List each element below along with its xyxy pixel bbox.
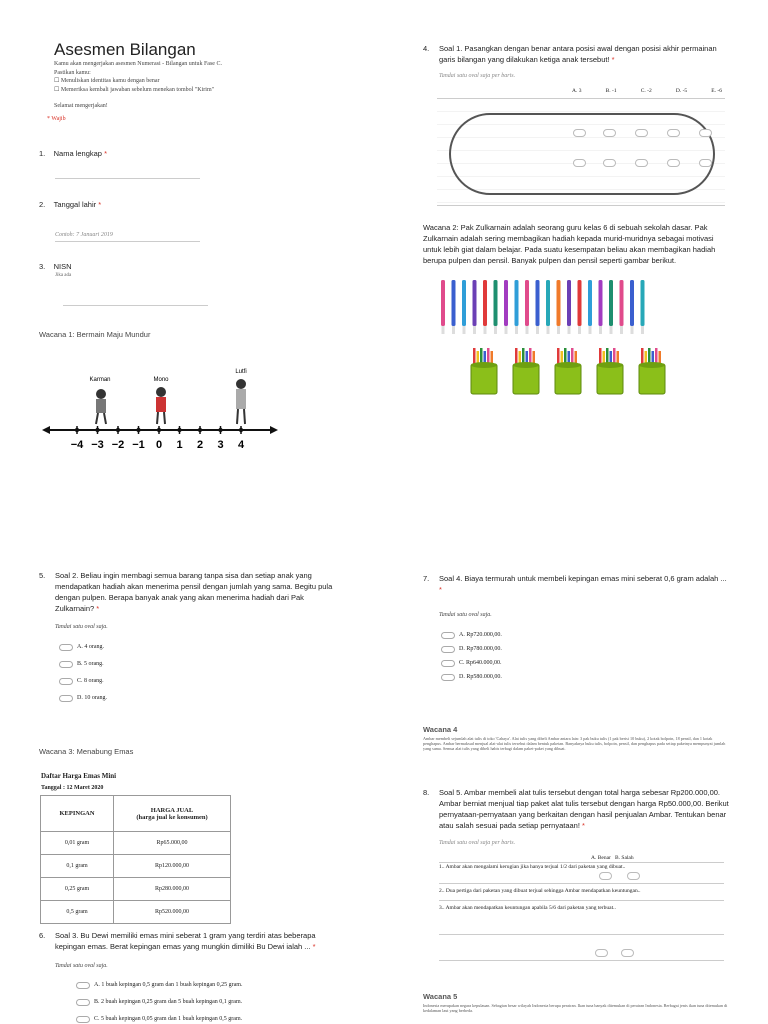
radio-icon[interactable] <box>595 949 608 957</box>
grid-radio-icon[interactable] <box>699 159 712 167</box>
pen-icon <box>473 280 477 326</box>
wacana-5-title: Wacana 5 <box>423 992 458 1001</box>
question-soal-4: 7. Soal 4. Biaya termurah untuk membeli kepingan emas mini seberat 0,6 gram adalah ... * <box>423 574 727 594</box>
soal-3-hint: Tandai satu oval saja. <box>55 963 108 969</box>
pen-icon <box>609 280 613 326</box>
pen-tip <box>589 326 592 334</box>
pens-pencils-figure <box>437 278 727 398</box>
wacana-3-title: Wacana 3: Menabung Emas <box>39 747 134 756</box>
pen-tip <box>515 326 518 334</box>
radio-icon[interactable] <box>441 660 455 667</box>
pen-icon <box>620 280 624 326</box>
question-soal-3: 6. Soal 3. Bu Dewi memiliki emas mini seberat 1 gram yang terdiri atas beberapa kepingan emas. Berat kepingan emas yang mungkin dimiliki Bu Dewi ialah ... * <box>39 931 316 951</box>
tick-dot <box>239 428 243 432</box>
tick-label: 2 <box>196 439 204 451</box>
option-c[interactable]: C. 5 buah kepingan 0,05 gram dan 1 buah kepingan 0,5 gram. <box>76 1014 242 1024</box>
table-row: 0,01 gram Rp65.000,00 <box>41 832 231 855</box>
pen-icon <box>557 280 561 326</box>
option-d[interactable]: D. 10 orang. <box>59 693 107 703</box>
option-a[interactable]: A. 1 buah kepingan 0,5 gram dan 1 buah kepingan 0,25 gram. <box>76 980 242 990</box>
pen-tip <box>557 326 560 334</box>
grid-radio-icon[interactable] <box>667 159 680 167</box>
gold-price-table <box>40 795 231 924</box>
pen-tip <box>610 326 613 334</box>
cup-rim <box>471 362 497 368</box>
pen-tip <box>536 326 539 334</box>
tick-dot <box>157 428 161 432</box>
question-nisn: 3. NISN <box>39 262 72 271</box>
pen-icon <box>536 280 540 326</box>
grid-radio-icon[interactable] <box>573 159 586 167</box>
radio-icon[interactable] <box>59 678 73 685</box>
radio-icon[interactable] <box>627 872 640 880</box>
required-note: * Wajib <box>47 116 66 122</box>
pen-tip <box>494 326 497 334</box>
radio-icon[interactable] <box>76 999 90 1006</box>
tick-label: 4 <box>237 439 245 451</box>
radio-icon[interactable] <box>59 661 73 668</box>
pen-icon <box>504 280 508 326</box>
child-karman-icon <box>96 389 106 424</box>
soal-5-column-headers: A. Benar B. Salah <box>591 855 634 861</box>
child-mono-icon <box>156 387 166 424</box>
radio-icon[interactable] <box>441 674 455 681</box>
option-d[interactable]: D. Rp580.000,00. <box>441 672 502 682</box>
number-line-figure <box>40 368 280 458</box>
radio-icon[interactable] <box>599 872 612 880</box>
statement-row: 1.. Ambar akan mengalami kerugian jika hanya terjual 1/2 dari paketan yang dibuat.. <box>439 862 724 883</box>
tanggal-lahir-input[interactable]: Contoh: 7 Januari 2019 <box>55 232 113 238</box>
pen-icon <box>599 280 603 326</box>
grid-radio-icon[interactable] <box>699 129 712 137</box>
tick-label: 1 <box>176 439 183 451</box>
tick-label: 3 <box>217 439 224 451</box>
pen-icon <box>630 280 634 326</box>
child-lutfi-icon <box>236 379 246 424</box>
question-nama: 1. Nama lengkap * <box>39 149 107 158</box>
soal-4-hint: Tandai satu oval saja. <box>439 612 492 618</box>
nisn-subtext: Jika ada <box>55 273 72 278</box>
tick-label: −3 <box>91 439 104 451</box>
tick-dot <box>177 428 181 432</box>
gold-table-date: Tanggal : 12 Maret 2020 <box>41 785 104 791</box>
col-kepingan: KEPINGAN <box>41 796 114 832</box>
pen-tip <box>473 326 476 334</box>
tick-dot <box>198 428 202 432</box>
question-soal-1: 4. Soal 1. Pasangkan dengan benar antara posisi awal dengan posisi akhir permainan garis bilangan yang dilakukan ketiga anak tersebut! * <box>423 44 717 64</box>
option-a[interactable]: A. 4 orang. <box>59 642 107 652</box>
pen-tip <box>484 326 487 334</box>
grid-radio-icon[interactable] <box>635 159 648 167</box>
form-title: Asesmen Bilangan <box>54 40 196 59</box>
pen-tip <box>599 326 602 334</box>
question-tanggal-lahir: 2. Tanggal lahir * <box>39 200 102 209</box>
tick-dot <box>218 428 222 432</box>
option-c[interactable]: C. Rp640.000,00. <box>441 658 502 668</box>
label-lutfi: Lutfi <box>235 369 247 375</box>
pen-tip <box>578 326 581 334</box>
label-karman: Karman <box>89 377 111 383</box>
pen-tip <box>547 326 550 334</box>
wacana-5-text: Indonesia merupakan negara kepulauan. Sebagian besar wilayah Indonesia berupa perairan. Ikan tuna banyak ditemukan di perairan Indonesia. Berbagai jenis ikan tuna ditemukan di kedalaman laut yang berbeda. <box>423 1003 728 1014</box>
option-b[interactable]: B. 2 buah kepingan 0,25 gram dan 5 buah kepingan 0,1 gram. <box>76 997 242 1007</box>
nisn-input[interactable] <box>63 305 208 306</box>
pen-icon <box>515 280 519 326</box>
pen-tip <box>620 326 623 334</box>
col-harga: HARGA JUAL (harga jual ke konsumen) <box>114 796 231 832</box>
tick-dot <box>136 428 140 432</box>
grid-radio-icon[interactable] <box>603 159 616 167</box>
tick-dot <box>75 428 79 432</box>
radio-icon[interactable] <box>76 1016 90 1023</box>
pen-icon <box>578 280 582 326</box>
tick-label: −2 <box>111 439 125 451</box>
pen-icon <box>462 280 466 326</box>
tick-label: −1 <box>132 439 145 451</box>
soal-5-statements <box>439 862 724 961</box>
table-row: 0,1 gram Rp120.000,00 <box>41 855 231 878</box>
label-mono: Mono <box>153 377 169 383</box>
soal-1-column-headers: A. 3 B. -1 C. -2 D. -5 E. -6 <box>572 88 722 94</box>
highlight-ellipse <box>449 113 715 195</box>
radio-icon[interactable] <box>76 982 90 989</box>
radio-icon[interactable] <box>59 695 73 702</box>
table-row: 0,25 gram Rp280.000,00 <box>41 878 231 901</box>
grid-radio-icon[interactable] <box>667 129 680 137</box>
pens-pencils-icon <box>437 278 727 398</box>
tick-label: 0 <box>155 439 163 451</box>
pen-icon <box>525 280 529 326</box>
nama-input[interactable] <box>55 178 200 179</box>
option-b[interactable]: D. Rp780.000,00. <box>441 644 502 654</box>
pencil-cup-icon <box>513 364 539 394</box>
wacana-2-text: Wacana 2: Pak Zulkarnain adalah seorang guru kelas 6 di sebuah sekolah dasar. Pak Zulkarnain adalah sering membagikan hadiah kepada murid-muridnya sebagai motivasi untuk lebih giat dalam belajar. Pada suatu kesempatan beliau akan membagikan hadiah berupa pulpen dan pensil. Banyak pulpen dan pensil seperti gambar berikut. <box>423 223 716 265</box>
pen-icon <box>546 280 550 326</box>
wacana-4-text: Ambar membeli sejumlah alat tulis di toko 'Cahaya'. Alat tulis yang dibeli Ambar antara lain: 3 pak buku tulis (1 pak berisi 10 buku), 2 kotak bolpoin, 18 pensil, dan 1 kotak penghapus. Ambar bermaksud menjual alat-alat tulis tersebut dalam bentuk paketan. Banyaknya buku tulis, bolpoin, pensil, dan penghapus pada setiap paketnya mempunyai jumlah yang sama. Semua alat tulis yang dibeli habis terbagi dalam paket-paket yang dibuat. <box>423 736 726 752</box>
statement-row: 3.. Ambar akan mendapatkan keuntungan apabila 5/6 dari paketan yang terbuat.. <box>439 900 724 934</box>
cup-rim <box>597 362 623 368</box>
tick-dot <box>116 428 120 432</box>
pencil-cup-icon <box>639 364 665 394</box>
statement-row: 2.. Dua pertiga dari paketan yang dibuat terjual sehingga Ambar mendapatkan keuntungan.. <box>439 883 724 900</box>
pencil-cup-icon <box>471 364 497 394</box>
soal-2-hint: Tandai satu oval saja. <box>55 624 108 630</box>
option-b[interactable]: B. 5 orang. <box>59 659 107 669</box>
soal-4-options <box>441 630 502 682</box>
pen-icon <box>588 280 592 326</box>
grid-radio-icon[interactable] <box>603 129 616 137</box>
table-row: 0,5 gram Rp520.000,00 <box>41 901 231 924</box>
radio-icon[interactable] <box>59 644 73 651</box>
pen-tip <box>463 326 466 334</box>
soal-1-grid <box>437 98 725 206</box>
pen-tip <box>505 326 508 334</box>
pen-tip <box>568 326 571 334</box>
pencil-cup-icon <box>597 364 623 394</box>
option-c[interactable]: C. 8 orang. <box>59 676 107 686</box>
soal-5-hint: Tandai satu oval saja per baris. <box>439 840 516 846</box>
question-soal-2: 5. Soal 2. Beliau ingin membagi semua barang tanpa sisa dan setiap anak yang mendapatkan hadiah akan menerima pensil dengan jumlah yang sama. Begitu pula dengan pulpen. Berapa banyak anak yang akan menerima hadiah dari Pak Zulkarnain? * <box>39 571 333 613</box>
cup-rim <box>513 362 539 368</box>
gold-table-title: Daftar Harga Emas Mini <box>41 772 117 780</box>
statement-radio-row <box>439 934 724 960</box>
pen-tip <box>452 326 455 334</box>
pen-icon <box>567 280 571 326</box>
pen-icon <box>441 280 445 326</box>
form-description: Kamu akan mengerjakan asesmen Numerasi - Bilangan untuk Fase C. Pastikan kamu: ☐ Menuliskan identitas kamu dengan benar ☐ Memeriksa kembali jawaban sebelum menekan tombol "Kirim" Selamat mengerjakan! <box>54 61 222 109</box>
tanggal-lahir-underline <box>55 241 200 242</box>
soal-2-options <box>59 642 107 703</box>
pen-tip <box>442 326 445 334</box>
grid-radio-icon[interactable] <box>573 129 586 137</box>
grid-radio-icon[interactable] <box>635 129 648 137</box>
option-a[interactable]: A. Rp720.000,00. <box>441 630 502 640</box>
radio-icon[interactable] <box>621 949 634 957</box>
pen-icon <box>641 280 645 326</box>
pen-icon <box>494 280 498 326</box>
pen-icon <box>483 280 487 326</box>
pen-tip <box>631 326 634 334</box>
tick-dot <box>95 428 99 432</box>
cup-rim <box>639 362 665 368</box>
question-soal-5: 8. Soal 5. Ambar membeli alat tulis tersebut dengan total harga sebesar Rp200.000,00. Ambar berniat menjual tiap paket alat tulis tersebut dengan harga Rp50.000,00. Berikut pernyataan-pernyataan yang berkaitan dengan hasil penjualan Ambar. Tentukan benar atau salah sesuai pada setiap pernyataan! * <box>423 788 729 830</box>
soal-1-hint: Tandai satu oval saja per baris. <box>439 73 516 79</box>
radio-icon[interactable] <box>441 632 455 639</box>
statement-divider <box>439 960 724 961</box>
tick-label: −4 <box>70 439 84 451</box>
pen-icon <box>452 280 456 326</box>
cup-rim <box>555 362 581 368</box>
number-line-ticks <box>71 426 245 451</box>
pencil-cup-icon <box>555 364 581 394</box>
soal-3-options <box>76 980 242 1024</box>
wacana-4-title: Wacana 4 <box>423 725 458 734</box>
pen-tip <box>641 326 644 334</box>
pen-tip <box>526 326 529 334</box>
wacana-1-title: Wacana 1: Bermain Maju Mundur <box>39 330 151 339</box>
radio-icon[interactable] <box>441 646 455 653</box>
